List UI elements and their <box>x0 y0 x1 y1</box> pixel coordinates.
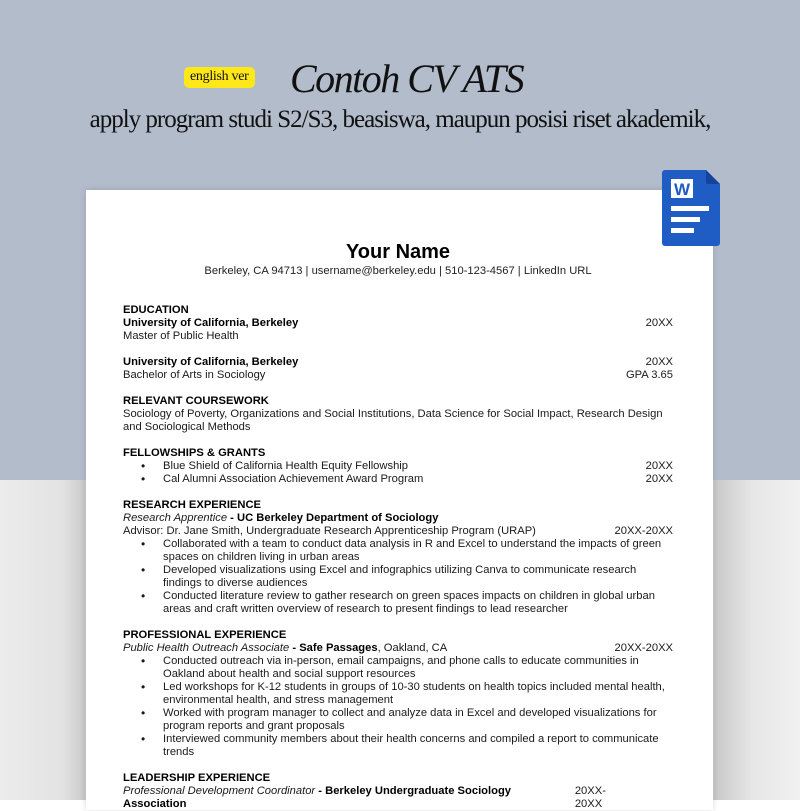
list-item: • Conducted literature review to gather research on green spaces impacts on children in global urban areas and craft written overview of research to present findings to lead researcher <box>163 590 673 616</box>
separator: - <box>315 785 326 797</box>
role: Professional Development Coordinator <box>123 785 316 797</box>
fellowship-year: 20XX <box>645 460 673 472</box>
dates: 20XX-20XX <box>574 785 606 810</box>
leadership-role-line <box>123 785 633 811</box>
section-title: EDUCATION <box>123 304 189 316</box>
organization: Berkeley Undergraduate Sociology Association <box>123 785 512 810</box>
location: , Oakland, CA <box>377 642 448 654</box>
fellowship-name: • Cal Alumni Association Achievement Award Program <box>163 473 424 485</box>
advisor: Advisor: Dr. Jane Smith, Undergraduate Research Apprenticeship Program (URAP) <box>123 525 536 537</box>
section-title: PROFESSIONAL EXPERIENCE <box>123 629 287 641</box>
list-item: • Conducted outreach via in-person, email campaigns, and phone calls to educate communities in Oakland about health and social support resources <box>163 655 673 681</box>
list-item: • Led workshops for K-12 students in groups of 10-30 students on health topics included mental health, environmental health, and stress management <box>163 681 673 707</box>
list-item: • Collaborated with a team to conduct data analysis in R and Excel to understand the impacts of green spaces on children living in urban areas <box>163 538 673 564</box>
resume-contact: Berkeley, CA 94713 | username@berkeley.edu | 510-123-4567 | LinkedIn URL <box>204 265 592 277</box>
list-item <box>163 460 673 473</box>
school-name: University of California, Berkeley <box>123 317 299 329</box>
organization: Safe Passages <box>299 642 378 654</box>
gpa: GPA 3.65 <box>625 369 673 381</box>
education-detail <box>123 369 673 382</box>
separator: - <box>289 642 300 654</box>
section-professional <box>123 629 673 759</box>
role: Research Apprentice <box>123 512 228 524</box>
language-badge: english ver <box>184 67 255 88</box>
microsoft-word-icon <box>662 170 720 246</box>
section-education <box>123 304 673 382</box>
section-title: LEADERSHIP EXPERIENCE <box>123 772 271 784</box>
education-entry <box>123 317 673 330</box>
section-title: FELLOWSHIPS & GRANTS <box>123 447 266 459</box>
organization: UC Berkeley Department of Sociology <box>237 512 439 524</box>
school-name: University of California, Berkeley <box>123 356 299 368</box>
dates: 20XX-20XX <box>614 642 673 654</box>
resume-name: Your Name <box>345 241 451 263</box>
education-detail <box>123 330 673 343</box>
section-fellowships <box>123 447 673 486</box>
separator: - <box>227 512 238 524</box>
degree: Bachelor of Arts in Sociology <box>123 369 266 381</box>
promo-subtitle: apply program studi S2/S3, beasiswa, maupun posisi riset akademik, <box>89 106 711 133</box>
list-item: • Developed visualizations using Excel and infographics utilizing Canva to communicate research findings to diverse audiences <box>163 564 673 590</box>
resume-document <box>123 240 673 811</box>
section-title: RESEARCH EXPERIENCE <box>123 499 262 511</box>
section-title: RELEVANT COURSEWORK <box>123 395 269 407</box>
list-item <box>163 473 673 486</box>
section-leadership <box>123 772 673 811</box>
fellowship-name: • Blue Shield of California Health Equity Fellowship <box>163 460 409 472</box>
resume-page <box>86 190 713 810</box>
dates: 20XX-20XX <box>614 525 673 537</box>
professional-role-line <box>123 642 673 655</box>
degree: Master of Public Health <box>123 330 239 342</box>
education-year: 20XX <box>645 317 673 329</box>
education-entry <box>123 356 673 369</box>
svg-text:W: W <box>673 180 691 199</box>
research-role-line <box>123 512 673 525</box>
education-year: 20XX <box>645 356 673 368</box>
advisor-line <box>123 525 673 538</box>
promo-title: Contoh CV ATS <box>290 56 524 101</box>
role: Public Health Outreach Associate <box>123 642 290 654</box>
list-item: • Worked with program manager to collect and analyze data in Excel and developed visualizations for program reports and grant proposals <box>163 707 673 733</box>
coursework-text: Sociology of Poverty, Organizations and Social Institutions, Data Science for Social Impact, Research Design and Sociological Methods <box>123 408 663 433</box>
list-item: • Interviewed community members about their health concerns and compiled a report to communicate trends <box>163 733 673 759</box>
section-coursework <box>123 395 673 434</box>
fellowship-year: 20XX <box>645 473 673 485</box>
section-research <box>123 499 673 616</box>
promo-header <box>0 0 800 180</box>
